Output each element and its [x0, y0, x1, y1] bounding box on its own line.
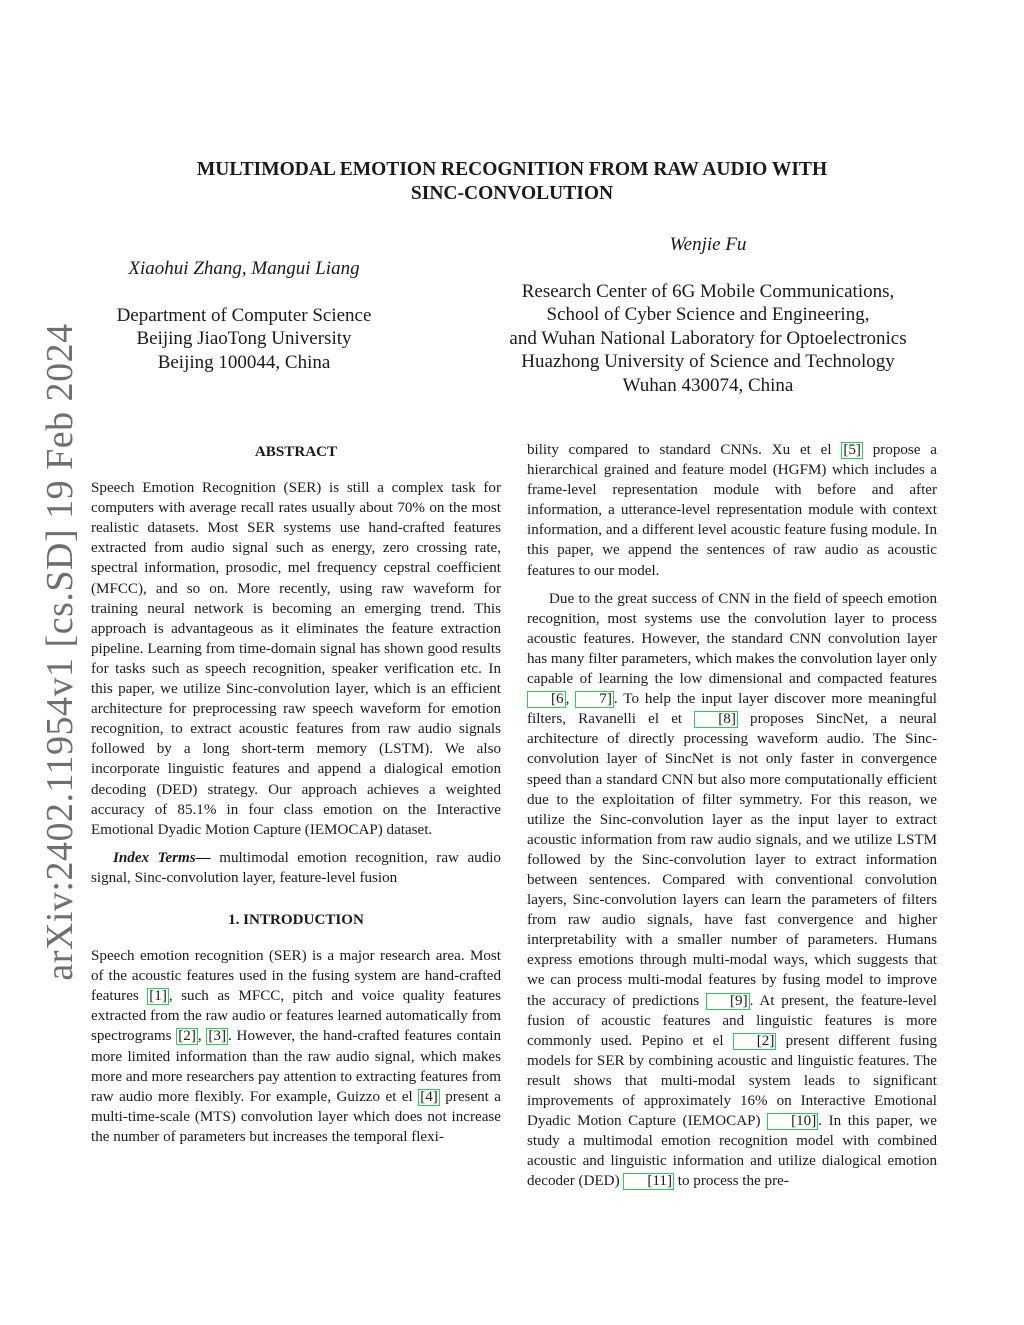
- author-names-right: Wenjie Fu: [669, 234, 747, 255]
- citation-link[interactable]: [9]: [706, 993, 750, 1010]
- intro-paragraph-2: [527, 589, 937, 1192]
- citation-link[interactable]: [2]: [178, 1028, 196, 1045]
- arxiv-identifier: arXiv:2402.11954v1 [cs.SD] 19 Feb 2024: [39, 323, 81, 981]
- text-run: ,: [197, 1028, 207, 1045]
- title-line-2: SINC-CONVOLUTION: [410, 183, 614, 204]
- text-run: bility compared to standard CNNs. Xu et el: [527, 442, 842, 458]
- text-run: propose a hierarchical grained and feature model (HGFM) which includes a frame-level representation module with before and after information, a utterance-level representation module with context information, and a different level acoustic feature fusing module. In this paper, we append the sentences of raw audio as acoustic features to our model.: [527, 442, 937, 579]
- right-column: [527, 440, 937, 1191]
- index-terms: [91, 848, 501, 888]
- abstract-heading: ABSTRACT: [254, 444, 338, 460]
- text-run: ,: [565, 691, 576, 708]
- text-run: present different fusing models for SER by combining acoustic and linguistic features. The result shows that multi-modal system leads to significant improvements of approximately 16% on Interactive Emotional Dyadic Motion Capture (IEMOCAP): [527, 1032, 938, 1130]
- citation-link[interactable]: [11]: [623, 1173, 674, 1190]
- citation-link[interactable]: [4]: [420, 1088, 438, 1105]
- citation-link[interactable]: [6: [527, 691, 566, 708]
- text-run: . In this paper, we study a multimodal emotion recognition model with combined acoustic and linguistic information and utilize dialogical emotion decoder (DED): [527, 1113, 937, 1190]
- affiliation-line: Wuhan 430074, China: [622, 374, 794, 396]
- affiliation-line: School of Cyber Science and Engineering,: [546, 304, 870, 325]
- affiliation-line: Huazhong University of Science and Technology: [521, 351, 895, 372]
- introduction-heading: 1. INTRODUCTION: [228, 911, 364, 928]
- text-run: Speech emotion recognition (SER) is a major research area. Most of the acoustic features used in the fusing system are hand-crafted features: [91, 948, 501, 1005]
- abstract-text: Speech Emotion Recognition (SER) is still a complex task for computers with average recall rates usually about 70% on the most realistic datasets. Most SER systems use hand-crafted features extracted from audio signal such as energy, zero crossing rate, spectral information, prosodic, mel frequency cepstral coefficient (MFCC), and so on. More recently, using raw waveform for training neural network is becoming an emerging trend. This approach is advantageous as it eliminates the feature extraction pipeline. Learning from time-domain signal has shown good results for tasks such as speech recognition, speaker verification etc. In this paper, we utilize Sinc-convolution layer, which is an efficient architecture for preprocessing raw speech waveform for emotion recognition, to extract acoustic features from raw audio signals followed by a long short-term memory (LSTM). We also incorporate linguistic features and append a dialogical emotion decoding (DED) strategy. Our approach achieves a weighted accuracy of 85.1% in four class emotion on the Interactive Emotional Dyadic Motion Capture (IEMOCAP) dataset.: [91, 480, 501, 838]
- citation-link[interactable]: [5]: [843, 442, 861, 458]
- title-line-1: MULTIMODAL EMOTION RECOGNITION FROM RAW AUDIO WITH: [196, 159, 828, 180]
- author-block-left: [94, 257, 394, 374]
- index-terms-text: multimodal emotion recognition, raw audio signal, Sinc-convolution layer, feature-level fusion: [91, 849, 501, 886]
- affiliation-line: Department of Computer Science: [116, 304, 372, 326]
- affiliation-line: Research Center of 6G Mobile Communications,: [521, 280, 895, 302]
- citation-link[interactable]: 7]: [575, 691, 614, 708]
- left-column: [91, 440, 501, 1147]
- text-run: . To help the input layer discover more meaningful filters, Ravanelli el et: [527, 691, 938, 728]
- intro-paragraph-1: [91, 946, 501, 1147]
- citation-link[interactable]: [1]: [149, 988, 167, 1005]
- text-run: present a multi-time-scale (MTS) convolution layer which does not increase the number of parameters but increases the temporal flexi-: [91, 1088, 501, 1145]
- text-run: . However, the hand-crafted features contain more limited information than the raw audio signal, which makes more and more researchers pay attention to extracting features from raw audio more flexibly. For example, Guizzo et el: [91, 1028, 501, 1105]
- text-run: . At present, the feature-level fusion of acoustic features and linguistic features is more commonly used. Pepino et el: [527, 992, 937, 1049]
- citation-link[interactable]: [8]: [694, 711, 738, 728]
- citation-link[interactable]: [3]: [208, 1028, 227, 1045]
- text-run: proposes SincNet, a neural architecture of directly processing waveform audio. The Sinc-convolution layer of SincNet is not only faster in convergence speed than a standard CNN but also more computationally efficient due to the exploitation of filter symmetry. For this reason, we utilize the Sinc-convolution layer as the input layer to extract acoustic information from raw audio signals, and we utilize LSTM followed by the Sinc-convolution layer to extract information between sentences. Compared with conventional convolution layers, Sinc-convolution layers can learn the parameters of filters from raw audio signals, have fast convergence and higher interpretability with a smaller number of parameters. Humans express emotions through multi-modal ways, which suggests that we can process multi-modal features by fusing model to improve the accuracy of predictions: [527, 711, 937, 1009]
- text-run: , such as MFCC, pitch and voice quality features extracted from the raw audio or features learned automatically from spectrograms: [91, 988, 501, 1045]
- citation-link[interactable]: [10]: [767, 1113, 818, 1130]
- author-names-left: Xiaohui Zhang, Mangui Liang: [128, 258, 360, 279]
- paper-title: [140, 158, 884, 206]
- index-terms-label: Index Terms—: [113, 849, 211, 866]
- text-run: Due to the great success of CNN in the field of speech emotion recognition, most systems use the convolution layer to process acoustic features. However, the standard CNN convolution layer has many filter parameters, which makes the convolution layer only capable of learning the low dimensional and compacted features: [527, 590, 937, 688]
- intro-paragraph-1-continued: [527, 440, 937, 581]
- affiliation-line: Beijing JiaoTong University: [136, 328, 352, 349]
- citation-link[interactable]: [2]: [733, 1033, 777, 1050]
- affiliation-line: Beijing 100044, China: [157, 351, 331, 373]
- author-block-right: [488, 233, 928, 397]
- affiliation-line: and Wuhan National Laboratory for Optoelectronics: [509, 327, 907, 349]
- text-run: to process the pre-: [673, 1173, 789, 1190]
